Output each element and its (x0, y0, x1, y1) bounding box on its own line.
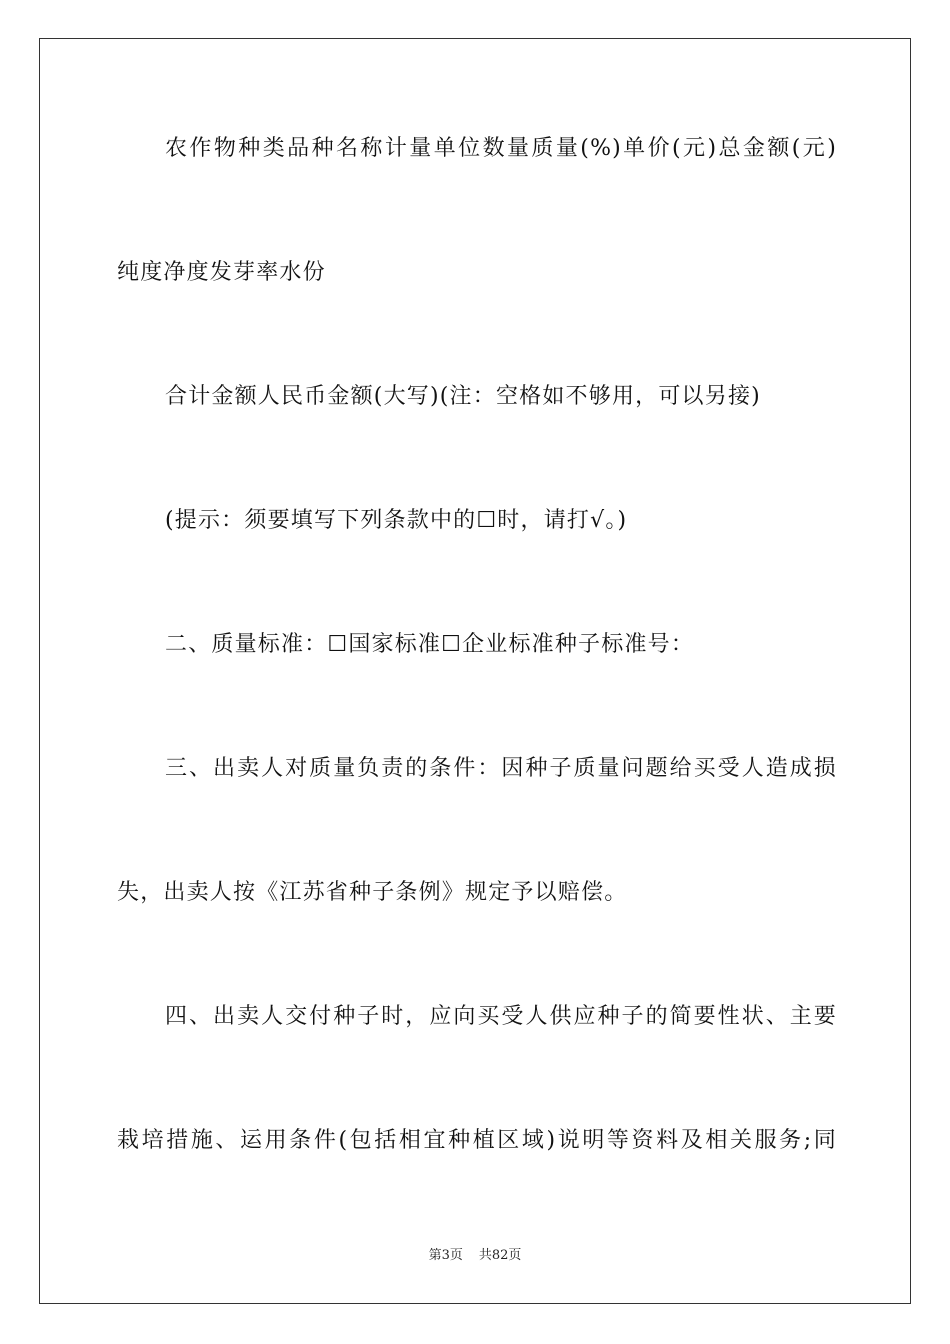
page-total: 共82页 (478, 1248, 522, 1263)
text-line-7: 失，出卖人按《江苏省种子条例》规定予以赔偿。 (117, 880, 628, 905)
page-frame (39, 38, 911, 1304)
page-footer (0, 1247, 950, 1265)
text-line-1: 农作物种类品种名称计量单位数量质量(%)单价(元)总金额(元) (165, 136, 837, 161)
text-line-3: 合计金额人民币金额(大写)(注：空格如不够用，可以另接) (165, 384, 761, 409)
text-line-6: 三、出卖人对质量负责的条件：因种子质量问题给买受人造成损 (165, 756, 837, 781)
page-number: 第3页 (428, 1248, 463, 1263)
text-line-2: 纯度净度发芽率水份 (117, 260, 326, 285)
text-line-9: 栽培措施、运用条件(包括相宜种植区域)说明等资料及相关服务;同 (117, 1128, 837, 1153)
text-line-8: 四、出卖人交付种子时，应向买受人供应种子的简要性状、主要 (165, 1004, 837, 1029)
text-line-5: 二、质量标准：☐国家标准☐企业标准种子标准号： (165, 632, 695, 657)
text-line-4: (提示：须要填写下列条款中的☐时，请打√。) (165, 508, 628, 533)
